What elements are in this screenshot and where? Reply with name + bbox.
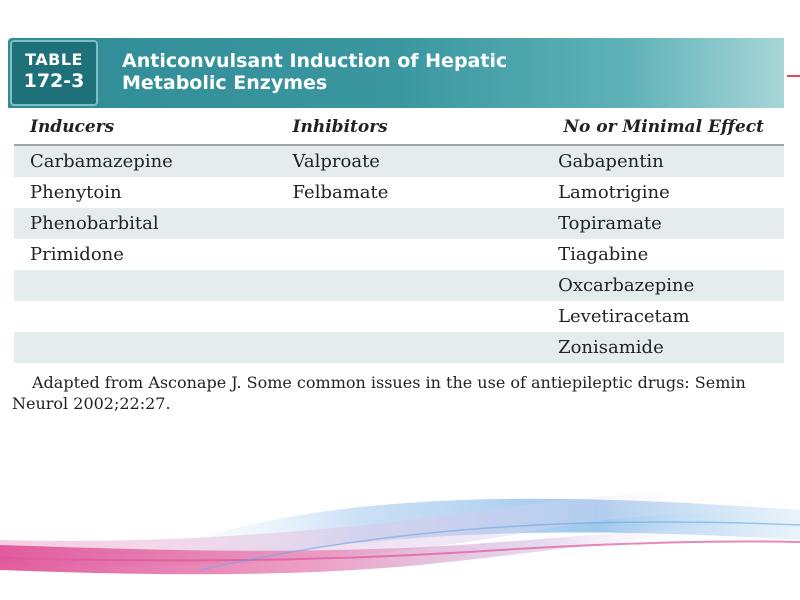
table-cell: Phenytoin — [14, 177, 293, 208]
column-header-inhibitors: Inhibitors — [293, 110, 497, 145]
table-cell: Felbamate — [293, 177, 497, 208]
table-row — [14, 177, 784, 208]
decorative-red-tick — [787, 75, 800, 77]
table-cell — [14, 270, 293, 301]
table-cell: Gabapentin — [496, 145, 784, 177]
table-title — [122, 50, 622, 94]
table-row — [14, 239, 784, 270]
table-row — [14, 145, 784, 177]
table-header-row — [14, 110, 784, 145]
table-cell — [14, 301, 293, 332]
table-cell: Lamotrigine — [496, 177, 784, 208]
table-row — [14, 270, 784, 301]
table-tag-number: 172-3 — [23, 70, 85, 92]
table-source-caption: Adapted from Asconape J. Some common issues in the use of antiepileptic drugs: Semin Neurol 2002;22:27. — [12, 373, 746, 413]
table-cell — [293, 301, 497, 332]
enzyme-table — [14, 110, 784, 363]
table-cell — [293, 239, 497, 270]
table-row — [14, 301, 784, 332]
table-title-line-2: Metabolic Enzymes — [122, 72, 328, 94]
table-cell: Levetiracetam — [496, 301, 784, 332]
table-cell: Tiagabine — [496, 239, 784, 270]
table-tag-word: TABLE — [25, 50, 83, 69]
table-cell: Primidone — [14, 239, 293, 270]
table-cell: Valproate — [293, 145, 497, 177]
table-cell: Phenobarbital — [14, 208, 293, 239]
table-number-badge — [10, 40, 98, 106]
table-cell — [293, 208, 497, 239]
table-cell: Carbamazepine — [14, 145, 293, 177]
column-header-no-effect: No or Minimal Effect — [496, 110, 784, 145]
table-row — [14, 208, 784, 239]
table-row — [14, 332, 784, 363]
decorative-wave-graphic — [0, 470, 800, 600]
table-title-line-1: Anticonvulsant Induction of Hepatic — [122, 50, 508, 72]
table-cell — [293, 270, 497, 301]
table-cell — [293, 332, 497, 363]
table-cell: Oxcarbazepine — [496, 270, 784, 301]
table-cell — [14, 332, 293, 363]
table-cell: Topiramate — [496, 208, 784, 239]
column-header-inducers: Inducers — [14, 110, 293, 145]
table-cell: Zonisamide — [496, 332, 784, 363]
